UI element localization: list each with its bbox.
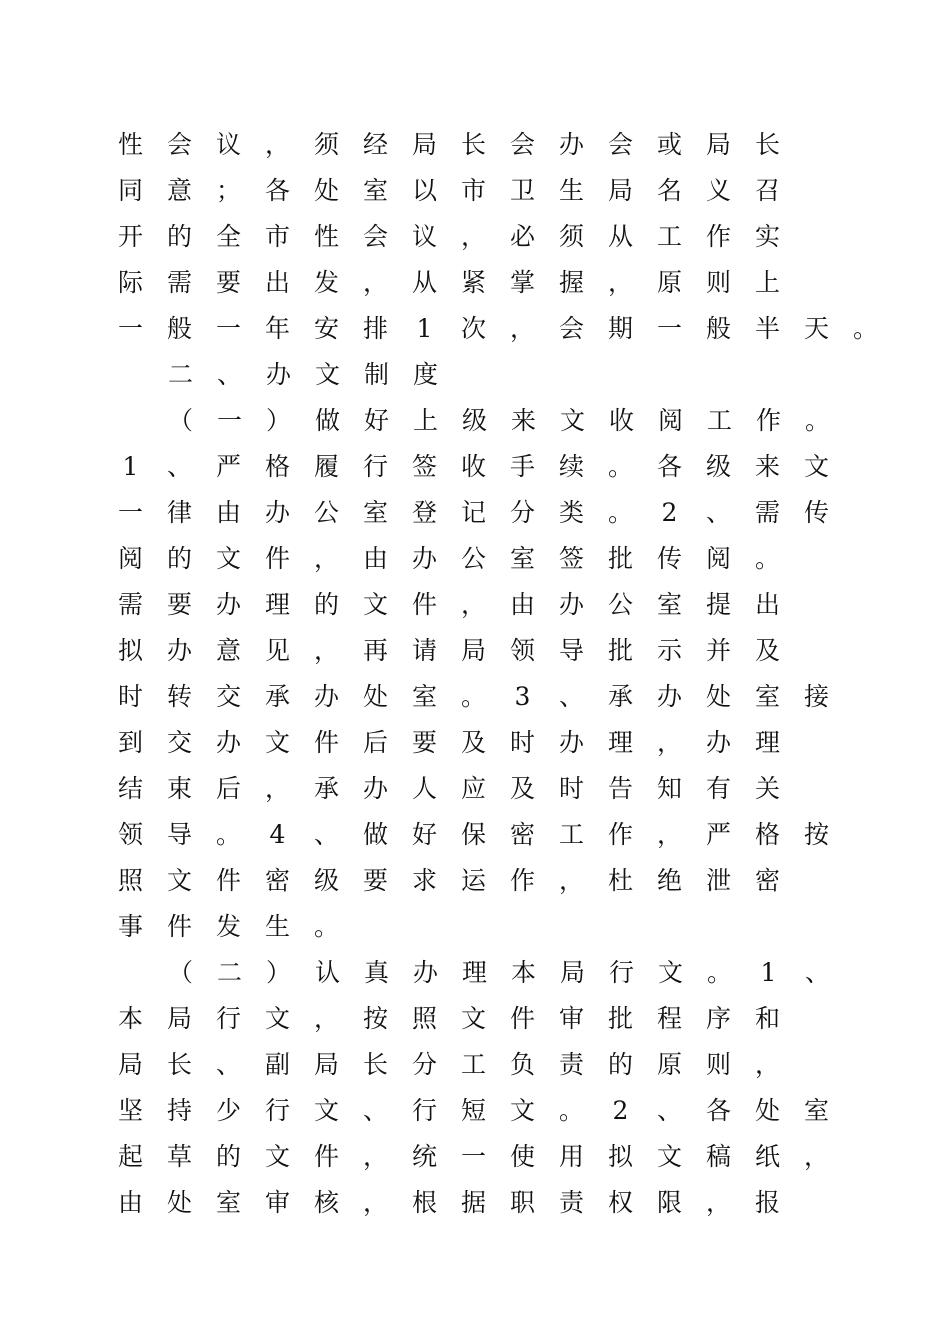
text-line: （ 二 ） 认 真 办 理 本 局 行 文 。 1 、 — [168, 958, 831, 987]
text-line: 领 导 。 4 、 做 好 保 密 工 作 ， 严 格 按 — [118, 820, 830, 849]
text-line: 需 要 办 理 的 文 件 ， 由 办 公 室 提 出 — [118, 590, 781, 619]
text-line: 一 般 一 年 安 排 1 次 ， 会 期 一 般 半 天 。 — [118, 314, 879, 343]
text-line: 1 、 严 格 履 行 签 收 手 续 。 各 级 来 文 — [122, 452, 830, 481]
text-line: 坚 持 少 行 文 、 行 短 文 。 2 、 各 处 室 — [118, 1096, 830, 1125]
text-line: 二 、 办 文 制 度 — [168, 360, 439, 389]
text-line: 阅 的 文 件 ， 由 办 公 室 签 批 传 阅 。 — [118, 544, 781, 573]
text-line: 由 处 室 审 核 ， 根 据 职 责 权 限 ， 报 — [118, 1188, 781, 1217]
text-line: （ 一 ） 做 好 上 级 来 文 收 阅 工 作 。 — [168, 406, 831, 435]
text-line: 时 转 交 承 办 处 室 。 3 、 承 办 处 室 接 — [118, 682, 830, 711]
text-line: 本 局 行 文 ， 按 照 文 件 审 批 程 序 和 — [118, 1004, 781, 1033]
text-line: 照 文 件 密 级 要 求 运 作 ， 杜 绝 泄 密 — [118, 866, 781, 895]
text-line: 局 长 、 副 局 长 分 工 负 责 的 原 则 ， — [118, 1050, 781, 1079]
text-line: 一 律 由 办 公 室 登 记 分 类 。 2 、 需 传 — [118, 498, 830, 527]
text-line: 到 交 办 文 件 后 要 及 时 办 理 ， 办 理 — [118, 728, 781, 757]
text-line: 开 的 全 市 性 会 议 ， 必 须 从 工 作 实 — [118, 222, 781, 251]
text-line: 拟 办 意 见 ， 再 请 局 领 导 批 示 并 及 — [118, 636, 781, 665]
text-line: 结 束 后 ， 承 办 人 应 及 时 告 知 有 关 — [118, 774, 781, 803]
text-line: 性 会 议 ， 须 经 局 长 会 办 会 或 局 长 — [118, 130, 781, 159]
text-line: 事 件 发 生 。 — [118, 912, 340, 941]
text-line: 同 意 ； 各 处 室 以 市 卫 生 局 名 义 召 — [118, 176, 781, 205]
text-line: 际 需 要 出 发 ， 从 紧 掌 握 ， 原 则 上 — [118, 268, 781, 297]
text-line: 起 草 的 文 件 ， 统 一 使 用 拟 文 稿 纸 ， — [118, 1142, 830, 1171]
